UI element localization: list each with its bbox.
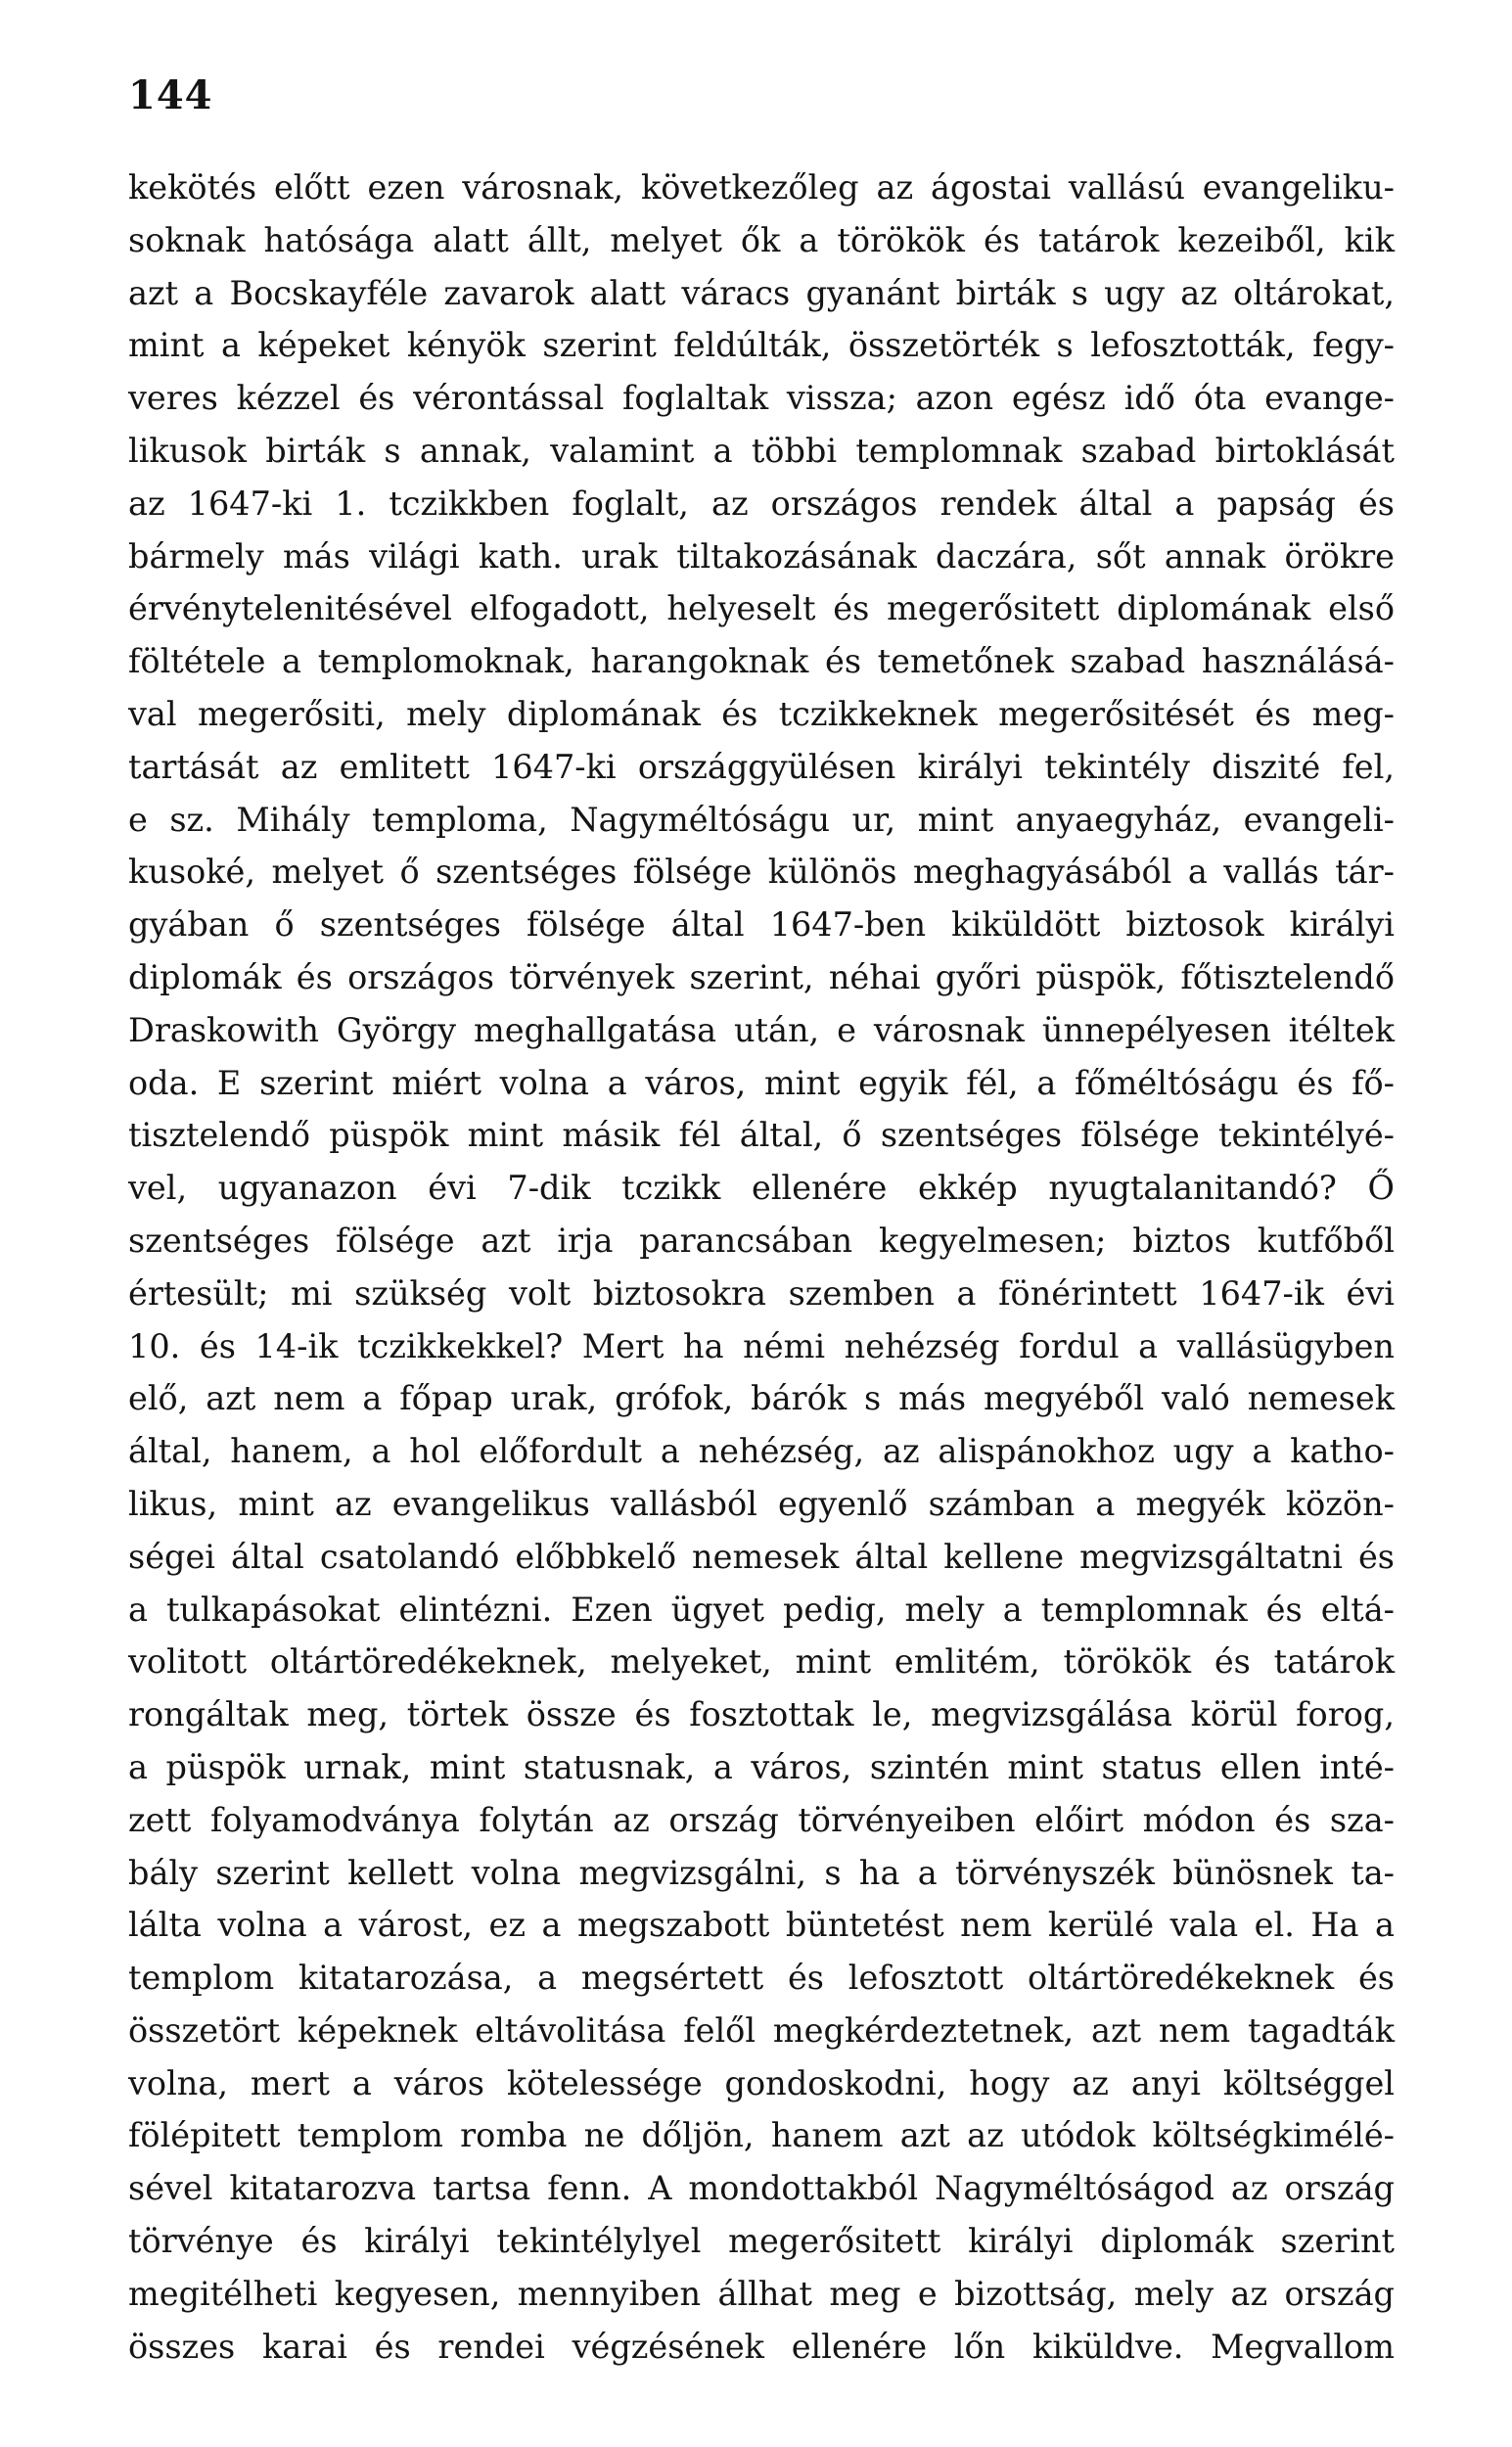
text-line: volitott oltártöredékeknek, melyeket, mint emlitém, törökök és tatárok [128,1642,1395,1682]
page-number: 144 [128,72,213,118]
text-line: vel, ugyanazon évi 7-dik tczikk ellenére ekkép nyugtalanitandó? Ő [128,1169,1395,1208]
text-line: a tulkapásokat elintézni. Ezen ügyet pedig, mely a templomnak és eltá- [128,1590,1395,1629]
text-line: törvénye és királyi tekintélylyel megerősitett királyi diplomák szerint [128,2222,1395,2261]
text-line: ségei által csatolandó előbbkelő nemesek által kellene megvizsgáltatni és [128,1537,1395,1576]
text-line: soknak hatósága alatt állt, melyet ők a törökök és tatárok kezeiből, kik [128,220,1395,259]
body-text [128,162,1395,2373]
text-line: által, hanem, a hol előfordult a nehézség, az alispánokhoz ugy a katho- [128,1432,1395,1471]
text-line: sével kitatarozva tartsa fenn. A mondottakból Nagyméltóságod az ország [128,2169,1395,2208]
text-line: összes karai és rendei végzésének ellenére lőn kiküldve. Megvallom [128,2327,1395,2366]
text-line: templom kitatarozása, a megsértett és lefosztott oltártöredékeknek és [128,1959,1395,1998]
text-line: oda. E szerint miért volna a város, mint egyik fél, a főméltóságu és fő- [128,1063,1395,1102]
text-line: 10. és 14-ik tczikkekkel? Mert ha némi nehézség fordul a vallásügyben [128,1326,1395,1365]
text-line: tisztelendő püspök mint másik fél által, ő szentséges fölsége tekintélyé- [128,1116,1395,1155]
text-line: bármely más világi kath. urak tiltakozásának daczára, sőt annak örökre [128,536,1395,576]
text-line: kekötés előtt ezen városnak, következőleg az ágostai vallású evangeliku- [128,168,1395,207]
text-line: a püspök urnak, mint statusnak, a város, szintén mint status ellen inté- [128,1747,1395,1786]
text-line: likus, mint az evangelikus vallásból egyenlő számban a megyék közön- [128,1484,1395,1523]
text-line: azt a Bocskayféle zavarok alatt váracs gyanánt birták s ugy az oltárokat, [128,273,1395,312]
text-line: bály szerint kellett volna megvizsgálni, s ha a törvényszék bünösnek ta- [128,1853,1395,1892]
text-line: zett folyamodványa folytán az ország törvényeiben előirt módon és sza- [128,1800,1395,1839]
text-line: rongáltak meg, törtek össze és fosztottak le, megvizsgálása körül forog, [128,1695,1395,1734]
text-line: likusok birták s annak, valamint a többi templomnak szabad birtoklását [128,431,1395,470]
text-line: Draskowith György meghallgatása után, e városnak ünnepélyesen itéltek [128,1010,1395,1049]
text-line: érvénytelenitésével elfogadott, helyeselt és megerősitett diplomának első [128,589,1395,628]
text-line: volna, mert a város kötelessége gondoskodni, hogy az anyi költséggel [128,2063,1395,2102]
text-line: fölépitett templom romba ne dőljön, hanem azt az utódok költségkimélé- [128,2116,1395,2155]
text-line: veres kézzel és vérontással foglaltak vissza; azon egész idő óta evange- [128,379,1395,418]
text-line: tartását az emlitett 1647-ki országgyülésen királyi tekintély diszité fel, [128,747,1395,786]
text-line: gyában ő szentséges fölsége által 1647-ben kiküldött biztosok királyi [128,905,1395,945]
text-line: föltétele a templomoknak, harangoknak és temetőnek szabad használásá- [128,642,1395,681]
text-line: val megerősiti, mely diplomának és tczikkeknek megerősitését és meg- [128,694,1395,733]
text-line: lálta volna a várost, ez a megszabott büntetést nem kerülé vala el. Ha a [128,1906,1395,1945]
text-line: diplomák és országos törvények szerint, néhai győri püspök, főtisztelendő [128,957,1395,996]
text-line: az 1647-ki 1. tczikkben foglalt, az országos rendek által a papság és [128,484,1395,523]
text-line: megitélheti kegyesen, mennyiben állhat meg e bizottság, mely az ország [128,2274,1395,2313]
text-line: elő, azt nem a főpap urak, grófok, bárók s más megyéből való nemesek [128,1379,1395,1418]
text-line: kusoké, melyet ő szentséges fölsége különös meghagyásából a vallás tár- [128,853,1395,892]
text-line: mint a képeket kényök szerint feldúlták, összetörték s lefosztották, fegy- [128,326,1395,365]
text-line: összetört képeknek eltávolitása felől megkérdeztetnek, azt nem tagadták [128,2010,1395,2050]
text-line: értesült; mi szükség volt biztosokra szemben a fönérintett 1647-ik évi [128,1273,1395,1313]
text-line: e sz. Mihály temploma, Nagyméltóságu ur, mint anyaegyház, evangeli- [128,800,1395,839]
text-line: szentséges fölsége azt irja parancsában kegyelmesen; biztos kutfőből [128,1221,1395,1260]
